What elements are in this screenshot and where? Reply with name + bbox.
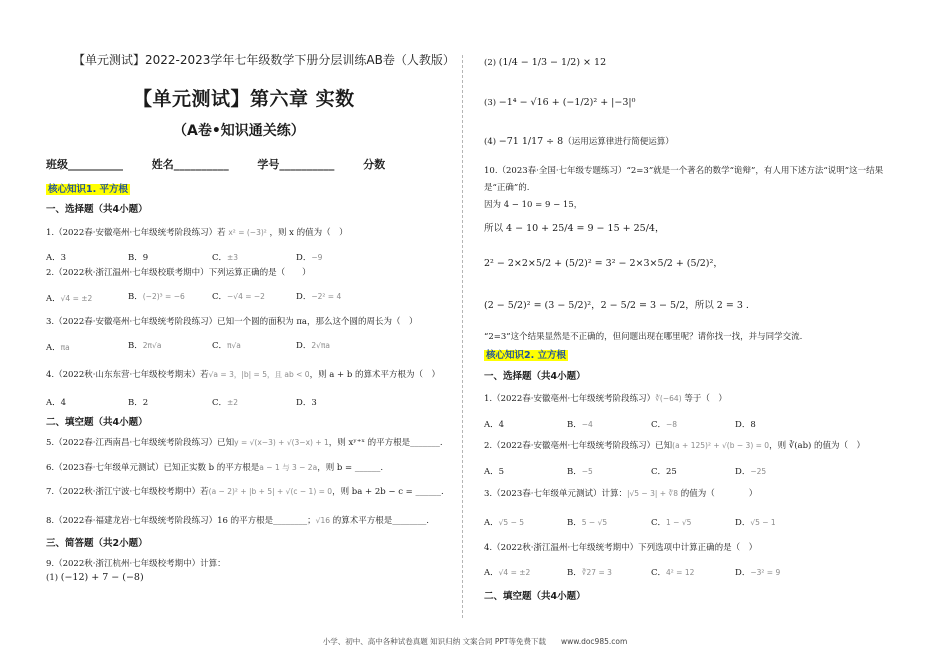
cq1-option-c[interactable]: C．−8 [651, 420, 678, 430]
exam-subtitle: （A卷•知识通关练） [173, 123, 305, 139]
question-8-formula: √16 [315, 516, 330, 525]
cq3-option-c[interactable]: C．1 − √5 [651, 518, 692, 528]
cube-question-3-formula: |√5 − 3| + ∛8 [626, 489, 678, 498]
q1-option-b[interactable]: B．9 [128, 253, 149, 263]
class-field[interactable]: 班级__________ [46, 158, 123, 171]
page-footer: 小学、初中、高中各种试卷真题 知识归纳 文案合同 PPT等免费下载 www.doc985.com [322, 637, 628, 646]
cq4-option-a[interactable]: A．√4 = ±2 [484, 568, 531, 578]
question-10-prompt: “2=3”这个结果显然是不正确的，但问题出现在哪里呢？请你找一找，并与同学交流. [484, 332, 803, 342]
q2-option-c[interactable]: C．−√4 = −2 [212, 292, 265, 302]
question-9-part-3: (3) −1⁴ − √16 + (−1/2)² + |−3|⁰ [484, 97, 636, 108]
student-id-field[interactable]: 学号__________ [257, 158, 335, 171]
knowledge-point-1 [46, 184, 130, 196]
question-6: 6.（2023春·七年级单元测试）已知正实数 b 的平方根是a − 1 与 3 − 2a，则 b = ______. [46, 463, 384, 473]
question-9-part-1-formula: (−12) + 7 − (−8) [60, 572, 144, 583]
question-9-part-4-formula: −71 1/17 ÷ 8 [498, 136, 564, 147]
question-9-part-4: (4) −71 1/17 ÷ 8（运用运算律进行简便运算） [484, 136, 674, 147]
section-choice-1: 一、选择题（共4小题） [46, 204, 148, 215]
knowledge-point-2 [484, 350, 568, 362]
question-9-part-2: (2) (1/4 − 1/3 − 1/2) × 12 [484, 57, 607, 68]
q3-option-a[interactable]: A．πa [46, 343, 70, 353]
cq1-option-a[interactable]: A．4 [484, 420, 505, 430]
cq4-option-b[interactable]: B．∛27 = 3 [567, 568, 612, 578]
q1-option-a[interactable]: A．3 [46, 253, 67, 263]
exam-banner: 【单元测试】2022-2023学年七年级数学下册分层训练AB卷（人教版） [73, 53, 455, 67]
section-choice-2: 一、选择题（共4小题） [484, 371, 586, 382]
cq3-option-a[interactable]: A．√5 − 5 [484, 518, 525, 528]
score-field[interactable]: 分数 [363, 158, 386, 171]
cq2-option-d[interactable]: D．−25 [735, 467, 767, 477]
question-9-part-1: (1) (−12) + 7 − (−8) [46, 572, 144, 583]
question-10-step-3: 2² − 2×2×5/2 + (5/2)² = 3² − 2×3×5/2 + (5/2)²， [484, 258, 723, 269]
knowledge-point-1-label: 核心知识1. 平方根 [48, 184, 129, 195]
q4-option-a[interactable]: A．4 [46, 398, 67, 408]
q1-option-c[interactable]: C．±3 [212, 253, 239, 263]
cq4-option-c[interactable]: C．4² = 12 [651, 568, 695, 578]
cube-question-2-formula: (a + 125)² + √(b − 3) = 0 [672, 441, 770, 450]
cube-question-1-formula: ∛(−64) [655, 394, 682, 403]
q2-option-d[interactable]: D．−2² = 4 [296, 292, 342, 302]
section-fill-2: 二、填空题（共4小题） [484, 591, 586, 602]
q4-option-d[interactable]: D．3 [296, 398, 317, 408]
cube-question-4: 4.（2022秋·浙江温州·七年级统考期中）下列选项中计算正确的是（ ） [484, 543, 758, 553]
question-5: 5.（2022春·江西南昌·七年级统考阶段练习）已知y = √(x−3) + √(3−x) + 1，则 xʸ⁺ˣ 的平方根是_______. [46, 438, 443, 448]
q4-option-b[interactable]: B．2 [128, 398, 149, 408]
question-1: 1.（2022春·安徽亳州·七年级统考阶段练习）若 x² = (−3)² ，则 x 的值为（ ） [46, 228, 348, 238]
cq1-option-b[interactable]: B．−4 [567, 420, 593, 430]
q2-option-b[interactable]: B．(−2)³ = −6 [128, 292, 185, 302]
name-field[interactable]: 姓名__________ [151, 158, 229, 171]
question-8: 8.（2022春·福建龙岩·七年级统考阶段练习）16 的平方根是________；√16 的算术平方根是________. [46, 516, 429, 526]
q4-option-c[interactable]: C．±2 [212, 398, 239, 408]
cq3-option-b[interactable]: B．5 − √5 [567, 518, 608, 528]
knowledge-point-2-label: 核心知识2. 立方根 [486, 350, 567, 361]
cq2-option-a[interactable]: A．5 [484, 467, 505, 477]
cq2-option-b[interactable]: B．−5 [567, 467, 593, 477]
question-10: 10.（2023春·全国·七年级专题练习）“2=3”就是一个著名的数学“诡辩”，有人用下述方法“说明”这一结果 [484, 166, 884, 176]
question-3: 3.（2022春·安徽亳州·七年级统考阶段练习）已知一个圆的面积为 πa，那么这个圆的周长为（ ） [46, 317, 418, 327]
cq2-option-c[interactable]: C．25 [651, 467, 677, 477]
cq4-option-d[interactable]: D．−3² = 9 [735, 568, 781, 578]
section-fill-1: 二、填空题（共4小题） [46, 417, 148, 428]
question-4-formula: √a = 3，|b| = 5，且 ab < 0 [208, 370, 310, 379]
q1-option-d[interactable]: D．−9 [296, 253, 323, 263]
q3-option-c[interactable]: C．π√a [212, 341, 241, 351]
question-2: 2.（2022秋·浙江温州·七年级校联考期中）下列运算正确的是（ ） [46, 268, 311, 278]
question-10-step-1: 因为 4 − 10 = 9 − 15， [484, 200, 583, 210]
question-9-part-2-formula: (1/4 − 1/3 − 1/2) × 12 [498, 57, 607, 68]
question-1-formula: x² = (−3)² [228, 228, 267, 237]
column-divider [462, 55, 463, 618]
question-4: 4.（2022秋·山东东营·七年级校考期末）若√a = 3，|b| = 5，且 ab < 0，则 a + b 的算术平方根为（ ） [46, 370, 441, 380]
q3-option-b[interactable]: B．2π√a [128, 341, 162, 351]
question-5-formula: y = √(x−3) + √(3−x) + 1 [234, 438, 329, 447]
cube-question-2: 2.（2022春·安徽亳州·七年级统考阶段练习）已知(a + 125)² + √(b − 3) = 0，则 ∛(ab) 的值为（ ） [484, 441, 866, 451]
cube-question-1: 1.（2022春·安徽亳州·七年级统考阶段练习）∛(−64) 等于（ ） [484, 394, 727, 404]
section-short-answer: 三、简答题（共2小题） [46, 538, 148, 549]
question-7-formula: (a − 2)² + |b + 5| + √(c − 1) = 0 [208, 487, 333, 496]
question-7: 7.（2022秋·浙江宁波·七年级校考期中）若(a − 2)² + |b + 5| + √(c − 1) = 0，则 ba + 2b − c = ______. [46, 487, 444, 497]
question-10-text-2: 是“正确”的. [484, 183, 530, 193]
exam-title: 【单元测试】第六章 实数 [133, 88, 355, 110]
student-info-fields [46, 158, 411, 173]
q3-option-d[interactable]: D．2√πa [296, 341, 330, 351]
question-9-part-3-formula: −1⁴ − √16 + (−1/2)² + |−3|⁰ [498, 97, 636, 108]
question-10-step-4: (2 − 5/2)² = (3 − 5/2)²，2 − 5/2 = 3 − 5/2，所以 2 = 3 . [484, 300, 749, 311]
q2-option-a[interactable]: A．√4 = ±2 [46, 294, 93, 304]
cube-question-3: 3.（2023春·七年级单元测试）计算：|√5 − 3| + ∛8 的值为（ ） [484, 489, 758, 499]
question-9: 9.（2022秋·浙江杭州·七年级校考期中）计算： [46, 559, 226, 569]
question-10-step-2: 所以 4 − 10 + 25/4 = 9 − 15 + 25/4， [484, 223, 665, 234]
cq1-option-d[interactable]: D．8 [735, 420, 756, 430]
question-6-formula: a − 1 与 3 − 2a [259, 463, 318, 472]
cq3-option-d[interactable]: D．√5 − 1 [735, 518, 776, 528]
